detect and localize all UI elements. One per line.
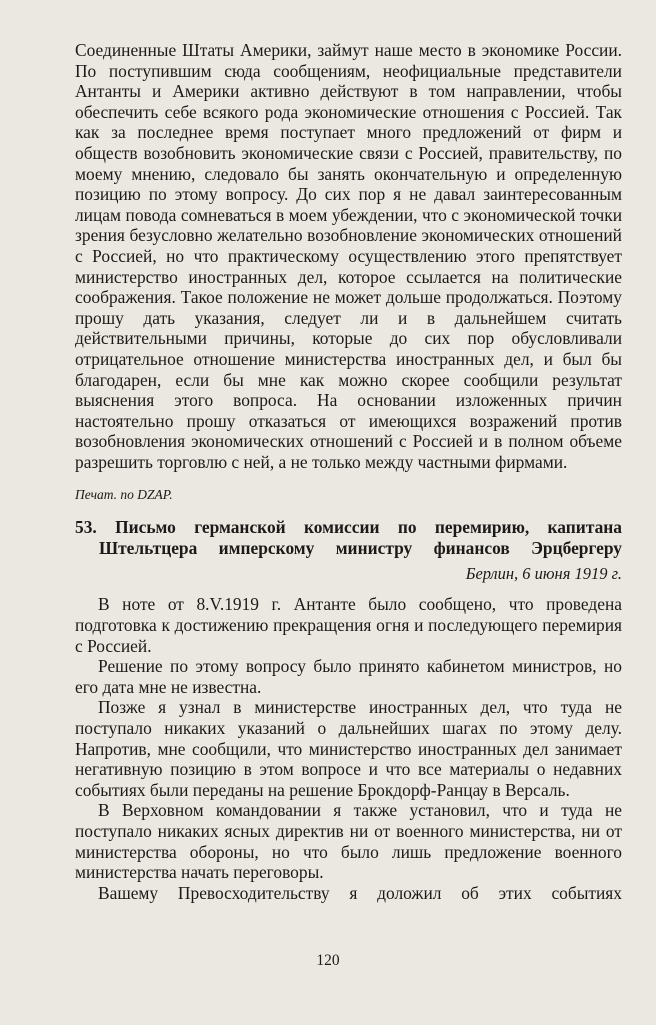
- page-content: [75, 40, 622, 903]
- dateline: Берлин, 6 июня 1919 г.: [465, 564, 622, 584]
- body-paragraph: В ноте от 8.V.1919 г. Антанте было сообщено, что проведена подготовка к достижению прекращения огня и последующего перемирия с Россией.: [75, 594, 622, 656]
- letter-body: [75, 594, 622, 903]
- source-note: Печат. по DZAP.: [75, 487, 173, 503]
- body-paragraph: Позже я узнал в министерстве иностранных дел, что туда не поступало никаких указаний о дальнейших шагах по этому делу. Напротив, мне сообщили, что министерство иностранных дел занимает негативную позицию в этом вопросе и что все материалы о недавних событиях были переданы на решение Брокдорф-Ранцау в Версаль.: [75, 697, 622, 800]
- document-title: [75, 517, 622, 559]
- document-title-text: Письмо германской комиссии по перемирию, капитана Штельтцера имперскому министру финансов Эрцбергеру: [99, 517, 622, 559]
- page-number: 120: [316, 952, 340, 969]
- document-number: 53.: [75, 517, 97, 538]
- body-paragraph: В Верховном командовании я также установил, что и туда не поступало никаких ясных директив ни от военного министерства, ни от министерства обороны, но что было лишь предложение военного министерства начать переговоры.: [75, 800, 622, 883]
- body-paragraph: Решение по этому вопросу было принято кабинетом министров, но его дата мне не известна.: [75, 656, 622, 697]
- continued-paragraph: Соединенные Штаты Америки, займут наше место в экономике России. По поступившим сюда сообщениям, неофициальные представители Антанты и Америки активно действуют в том направлении, чтобы обеспечить себе всякого рода экономические отношения с Россией. Так как за последнее время поступает много предложений от фирм и обществ возобновить экономические связи с Россией, правительству, по моему мнению, следовало бы занять окончательную и определенную позицию по этому вопросу. До сих пор я не давал заинтересованным лицам повода сомневаться в моем убеждении, что с экономической точки зрения безусловно желательно возобновление экономических отношений с Россией, но что практическому осуществлению этого препятствует министерство иностранных дел, которое ссылается на политические соображения. Такое положение не может дольше продолжаться. Поэтому прошу дать указания, следует ли и в дальнейшем считать действительными причины, которые до сих пор обусловливали отрицательное отношение министерства иностранных дел, и был бы благодарен, если бы мне как можно скорее сообщили результат выяснения этого вопроса. На основании изложенных причин настоятельно прошу отказаться от имеющихся возражений против возобновления экономических отношений с Россией и в полном объеме разрешить торговлю с ней, а не только между частными фирмами.: [75, 40, 622, 472]
- body-paragraph: Вашему Превосходительству я доложил об этих событиях: [98, 882, 622, 903]
